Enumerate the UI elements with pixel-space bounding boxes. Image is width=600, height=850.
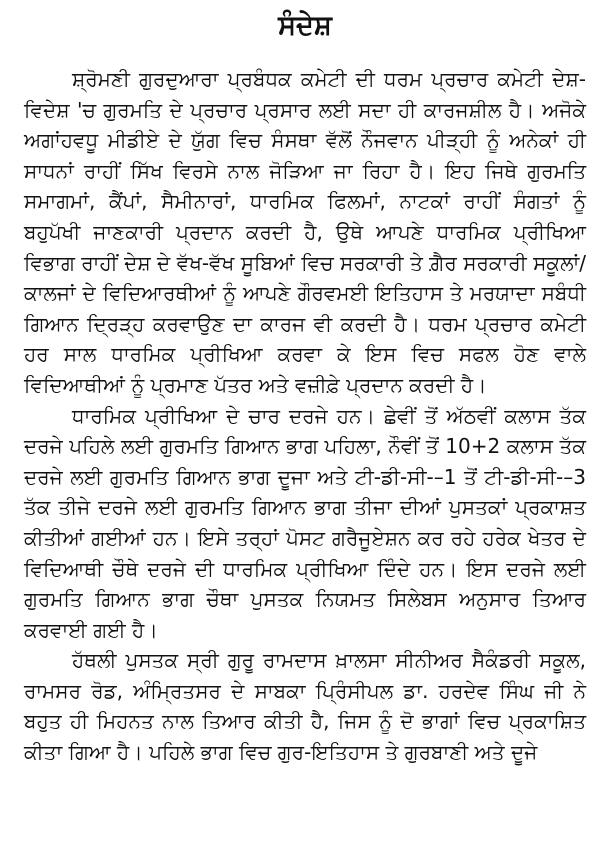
document-body	[24, 64, 586, 768]
paragraph-2: ਧਾਰਮਿਕ ਪ੍ਰੀਖਿਆ ਦੇ ਚਾਰ ਦਰਜੇ ਹਨ। ਛੇਵੀਂ ਤੋਂ ਅੱਠਵੀਂ ਕਲਾਸ ਤੱਕ ਦਰਜੇ ਪਹਿਲੇ ਲਈ ਗੁਰਮਤਿ ਗਿਆਨ ਭਾਗ ਪਹਿਲਾ, ਨੌਵੀਂ ਤੋਂ 10+2 ਕਲਾਸ ਤੱਕ ਦਰਜੇ ਲਈ ਗੁਰਮਤਿ ਗਿਆਨ ਭਾਗ ਦੂਜਾ ਅਤੇ ਟੀ-ਡੀ-ਸੀ-–1 ਤੋਂ ਟੀ-ਡੀ-ਸੀ-–3 ਤੱਕ ਤੀਜੇ ਦਰਜੇ ਲਈ ਗੁਰਮਤਿ ਗਿਆਨ ਭਾਗ ਤੀਜਾ ਦੀਆਂ ਪੁਸਤਕਾਂ ਪ੍ਰਕਾਸ਼ਤ ਕੀਤੀਆਂ ਗਈਆਂ ਹਨ। ਇਸੇ ਤਰ੍ਹਾਂ ਪੋਸਟ ਗਰੈਜੂਏਸ਼ਨ ਕਰ ਰਹੇ ਹਰੇਕ ਖੇਤਰ ਦੇ ਵਿਦਿਆਥੀ ਚੌਥੇ ਦਰਜੇ ਦੀ ਧਾਰਮਿਕ ਪ੍ਰੀਖਿਆ ਦਿੰਦੇ ਹਨ। ਇਸ ਦਰਜੇ ਲਈ ਗੁਰਮਤਿ ਗਿਆਨ ਭਾਗ ਚੌਥਾ ਪੁਸਤਕ ਨਿਯਮਤ ਸਿਲੇਬਸ ਅਨੁਸਾਰ ਤਿਆਰ ਕਰਵਾਈ ਗਈ ਹੈ।	[24, 403, 586, 642]
paragraph-1: ਸ਼੍ਰੋਮਣੀ ਗੁਰਦੁਆਰਾ ਪ੍ਰਬੰਧਕ ਕਮੇਟੀ ਦੀ ਧਰਮ ਪ੍ਰਚਾਰ ਕਮੇਟੀ ਦੇਸ਼-ਵਿਦੇਸ਼ 'ਚ ਗੁਰਮਤਿ ਦੇ ਪ੍ਰਚਾਰ ਪ੍ਰਸਾਰ ਲਈ ਸਦਾ ਹੀ ਕਾਰਜਸ਼ੀਲ ਹੈ। ਅਜੋਕੇ ਅਗਾਂਹਵਧੂ ਮੀਡੀਏ ਦੇ ਯੁੱਗ ਵਿਚ ਸੰਸਥਾ ਵੱਲੋਂ ਨੌਜਵਾਨ ਪੀੜ੍ਹੀ ਨੂੰ ਅਨੇਕਾਂ ਹੀ ਸਾਧਨਾਂ ਰਾਹੀਂ ਸਿੱਖ ਵਿਰਸੇ ਨਾਲ ਜੋੜਿਆ ਜਾ ਰਿਹਾ ਹੈ। ਇਹ ਜਿਥੇ ਗੁਰਮਤਿ ਸਮਾਗਮਾਂ, ਕੈਂਪਾਂ, ਸੈਮੀਨਾਰਾਂ, ਧਾਰਮਿਕ ਫਿਲਮਾਂ, ਨਾਟਕਾਂ ਰਾਹੀਂ ਸੰਗਤਾਂ ਨੂੰ ਬਹੁਪੱਖੀ ਜਾਣਕਾਰੀ ਪ੍ਰਦਾਨ ਕਰਦੀ ਹੈ, ਉਥੇ ਆਪਣੇ ਧਾਰਮਿਕ ਪ੍ਰੀਖਿਆ ਵਿਭਾਗ ਰਾਹੀਂ ਦੇਸ਼ ਦੇ ਵੱਖ-ਵੱਖ ਸੂਬਿਆਂ ਵਿਚ ਸਰਕਾਰੀ ਤੇ ਗ਼ੈਰ ਸਰਕਾਰੀ ਸਕੂਲਾਂ/ਕਾਲਜਾਂ ਦੇ ਵਿਦਿਆਰਥੀਆਂ ਨੂੰ ਆਪਣੇ ਗੌਰਵਮਈ ਇਤਿਹਾਸ ਤੇ ਮਰਯਾਦਾ ਸਬੰਧੀ ਗਿਆਨ ਦ੍ਰਿੜ੍ਹ ਕਰਵਾਉਣ ਦਾ ਕਾਰਜ ਵੀ ਕਰਦੀ ਹੈ। ਧਰਮ ਪ੍ਰਚਾਰ ਕਮੇਟੀ ਹਰ ਸਾਲ ਧਾਰਮਿਕ ਪ੍ਰੀਖਿਆ ਕਰਵਾ ਕੇ ਇਸ ਵਿਚ ਸਫਲ ਹੋਣ ਵਾਲੇ ਵਿਦਿਆਥੀਆਂ ਨੂੰ ਪ੍ਰਮਾਣ ਪੱਤਰ ਅਤੇ ਵਜ਼ੀਫ਼ੇ ਪ੍ਰਦਾਨ ਕਰਦੀ ਹੈ।	[24, 67, 586, 397]
paragraph-3: ਹੱਥਲੀ ਪੁਸਤਕ ਸ੍ਰੀ ਗੁਰੂ ਰਾਮਦਾਸ ਖ਼ਾਲਸਾ ਸੀਨੀਅਰ ਸੈਕੰਡਰੀ ਸਕੂਲ, ਰਾਮਸਰ ਰੋਡ, ਅੰਮ੍ਰਿਤਸਰ ਦੇ ਸਾਬਕਾ ਪ੍ਰਿੰਸੀਪਲ ਡਾ. ਹਰਦੇਵ ਸਿੰਘ ਜੀ ਨੇ ਬਹੁਤ ਹੀ ਮਿਹਨਤ ਨਾਲ ਤਿਆਰ ਕੀਤੀ ਹੈ, ਜਿਸ ਨੂੰ ਦੋ ਭਾਗਾਂ ਵਿਚ ਪ੍ਰਕਾਸ਼ਿਤ ਕੀਤਾ ਗਿਆ ਹੈ। ਪਹਿਲੇ ਭਾਗ ਵਿਚ ਗੁਰ-ਇਤਿਹਾਸ ਤੇ ਗੁਰਬਾਣੀ ਅਤੇ ਦੂਜੇ	[24, 648, 586, 765]
page-title: ਸੰਦੇਸ਼	[278, 10, 332, 41]
